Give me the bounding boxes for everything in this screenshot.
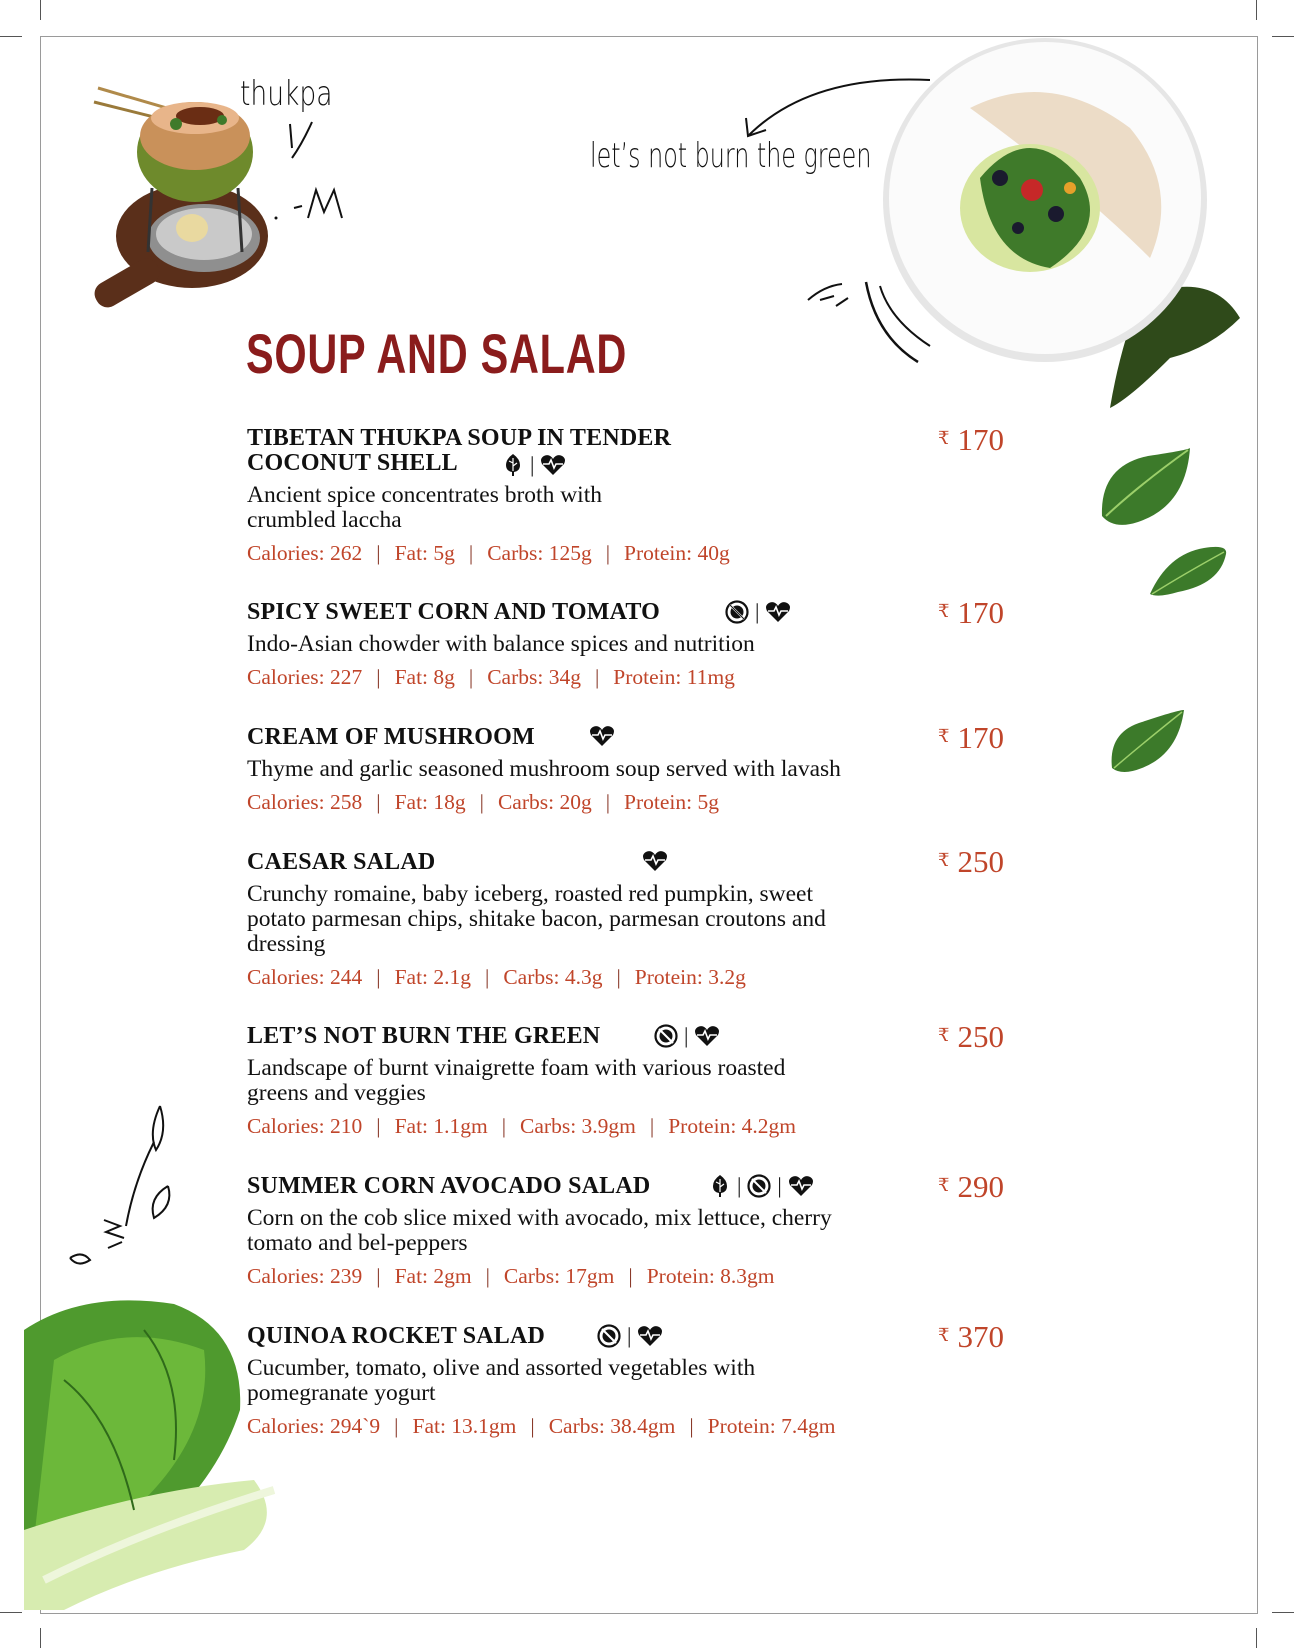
menu-item	[247, 600, 897, 689]
item-nutrition: Calories: 244 | Fat: 2.1g | Carbs: 4.3g | Protein: 3.2g	[247, 965, 746, 989]
item-nutrition: Calories: 210 | Fat: 1.1gm | Carbs: 3.9gm | Protein: 4.2gm	[247, 1114, 797, 1138]
calories: Calories: 227	[247, 665, 363, 689]
calories: Calories: 244	[247, 965, 363, 989]
fat: Fat: 8g	[394, 665, 455, 689]
rupee-symbol: ₹	[938, 726, 950, 746]
icon-separator: |	[627, 1323, 632, 1348]
protein: Protein: 8.3gm	[646, 1264, 775, 1288]
item-description: tomato and bel-peppers	[247, 1230, 468, 1256]
item-name: SPICY SWEET CORN AND TOMATO	[247, 599, 661, 625]
heart-pulse-icon	[788, 1175, 814, 1197]
leaf-doodle	[64, 1102, 184, 1272]
heart-pulse-icon	[694, 1025, 720, 1047]
menu-item	[247, 1324, 897, 1438]
crop-mark	[1272, 1612, 1294, 1613]
menu-item	[247, 850, 897, 989]
icon-separator: |	[684, 1023, 689, 1048]
fat: Fat: 18g	[394, 790, 466, 814]
item-nutrition: Calories: 227 | Fat: 8g | Carbs: 34g | Protein: 11mg	[247, 665, 735, 689]
diet-icons	[502, 453, 566, 477]
item-price: ₹ 250	[938, 844, 1004, 879]
menu-item	[247, 1174, 897, 1288]
item-name: TIBETAN THUKPA SOUP IN TENDER	[247, 425, 672, 451]
page-title: SOUP AND SALAD	[246, 322, 628, 385]
thukpa-handwriting: thukpa	[240, 74, 333, 114]
item-description: dressing	[247, 931, 326, 957]
item-nutrition: Calories: 239 | Fat: 2gm | Carbs: 17gm | Protein: 8.3gm	[247, 1264, 775, 1288]
heart-pulse-icon	[540, 454, 566, 476]
crop-mark	[40, 1628, 41, 1648]
crop-mark	[0, 36, 22, 37]
spinach-leaf-image	[1108, 708, 1188, 778]
rupee-symbol: ₹	[938, 850, 950, 870]
item-description: Thyme and garlic seasoned mushroom soup served with lavash	[247, 756, 841, 782]
crop-mark	[40, 0, 41, 20]
item-price: ₹ 170	[938, 595, 1004, 630]
fat: Fat: 1.1gm	[394, 1114, 488, 1138]
menu-item	[247, 725, 897, 814]
calories: Calories: 210	[247, 1114, 363, 1138]
item-nutrition: Calories: 294`9 | Fat: 13.1gm | Carbs: 38.4gm | Protein: 7.4gm	[247, 1414, 836, 1438]
calories: Calories: 258	[247, 790, 363, 814]
fat: Fat: 13.1gm	[412, 1414, 517, 1438]
icon-separator: |	[530, 452, 535, 477]
no-gluten-icon	[597, 1324, 621, 1348]
diet-icons	[642, 850, 668, 872]
diet-icons	[589, 725, 615, 747]
carbs: Carbs: 3.9gm	[520, 1114, 636, 1138]
icon-separator: |	[755, 599, 760, 624]
item-price: ₹ 370	[938, 1319, 1004, 1354]
calories: Calories: 239	[247, 1264, 363, 1288]
heart-pulse-icon	[637, 1325, 663, 1347]
carbs: Carbs: 17gm	[503, 1264, 615, 1288]
protein: Protein: 5g	[624, 790, 719, 814]
icon-separator: |	[777, 1173, 782, 1198]
fat: Fat: 2.1g	[394, 965, 472, 989]
menu-item	[247, 1024, 897, 1138]
fat: Fat: 5g	[394, 541, 455, 565]
item-name: CREAM OF MUSHROOM	[247, 724, 535, 750]
item-description: Landscape of burnt vinaigrette foam with various roasted	[247, 1055, 786, 1081]
item-name: COCONUT SHELL	[247, 450, 458, 476]
spinach-leaf-image	[1098, 446, 1194, 536]
rupee-symbol: ₹	[938, 1175, 950, 1195]
fat: Fat: 2gm	[394, 1264, 472, 1288]
protein: Protein: 11mg	[613, 665, 735, 689]
crop-mark	[1272, 36, 1294, 37]
protein: Protein: 4.2gm	[668, 1114, 797, 1138]
carbs: Carbs: 4.3g	[503, 965, 603, 989]
diet-icons	[654, 1024, 720, 1048]
diet-icons	[725, 600, 791, 624]
crop-mark	[0, 1612, 22, 1613]
calories: Calories: 262	[247, 541, 363, 565]
item-name: SUMMER CORN AVOCADO SALAD	[247, 1173, 651, 1199]
carbs: Carbs: 20g	[497, 790, 592, 814]
crop-mark	[1256, 1628, 1257, 1648]
motion-doodle	[806, 276, 946, 376]
heart-pulse-icon	[765, 601, 791, 623]
item-description: Crunchy romaine, baby iceberg, roasted red pumpkin, sweet	[247, 881, 814, 907]
icon-separator: |	[737, 1173, 742, 1198]
bok-choy-image	[24, 1290, 284, 1620]
item-description: crumbled laccha	[247, 507, 402, 533]
item-description: Corn on the cob slice mixed with avocado, mix lettuce, cherry	[247, 1205, 832, 1231]
vegan-leaf-icon	[502, 453, 524, 477]
heart-pulse-icon	[642, 850, 668, 872]
green-handwriting: let’s not burn the green	[590, 136, 872, 176]
item-description: Cucumber, tomato, olive and assorted vegetables with	[247, 1355, 756, 1381]
protein: Protein: 3.2g	[634, 965, 746, 989]
thukpa-coconut-image	[92, 80, 292, 320]
rupee-symbol: ₹	[938, 601, 950, 621]
carbs: Carbs: 38.4gm	[548, 1414, 676, 1438]
protein: Protein: 40g	[624, 541, 730, 565]
item-price: ₹ 290	[938, 1169, 1004, 1204]
carbs: Carbs: 34g	[487, 665, 581, 689]
doodle-scribble	[268, 118, 358, 228]
no-gluten-icon	[747, 1174, 771, 1198]
item-description: Indo-Asian chowder with balance spices and nutrition	[247, 631, 755, 657]
calories: Calories: 294`9	[247, 1414, 381, 1438]
item-name: LET’S NOT BURN THE GREEN	[247, 1023, 601, 1049]
item-description: Ancient spice concentrates broth with	[247, 482, 602, 508]
rupee-symbol: ₹	[938, 428, 950, 448]
item-nutrition: Calories: 258 | Fat: 18g | Carbs: 20g | Protein: 5g	[247, 790, 719, 814]
spinach-leaf-image	[1148, 544, 1228, 600]
rupee-symbol: ₹	[938, 1325, 950, 1345]
rupee-symbol: ₹	[938, 1025, 950, 1045]
item-nutrition: Calories: 262 | Fat: 5g | Carbs: 125g | Protein: 40g	[247, 541, 730, 565]
menu-item	[247, 426, 897, 565]
item-description: pomegranate yogurt	[247, 1380, 436, 1406]
vegan-leaf-icon	[709, 1174, 731, 1198]
item-description: greens and veggies	[247, 1080, 426, 1106]
item-description: potato parmesan chips, shitake bacon, parmesan croutons and	[247, 906, 826, 932]
item-price: ₹ 250	[938, 1019, 1004, 1054]
heart-pulse-icon	[589, 725, 615, 747]
item-price: ₹ 170	[938, 422, 1004, 457]
no-gluten-icon	[654, 1024, 678, 1048]
no-gluten-icon	[725, 600, 749, 624]
item-price: ₹ 170	[938, 720, 1004, 755]
crop-mark	[1256, 0, 1257, 20]
item-name: CAESAR SALAD	[247, 849, 436, 875]
diet-icons	[709, 1174, 814, 1198]
item-name: QUINOA ROCKET SALAD	[247, 1323, 546, 1349]
diet-icons	[597, 1324, 663, 1348]
carbs: Carbs: 125g	[487, 541, 592, 565]
protein: Protein: 7.4gm	[707, 1414, 836, 1438]
